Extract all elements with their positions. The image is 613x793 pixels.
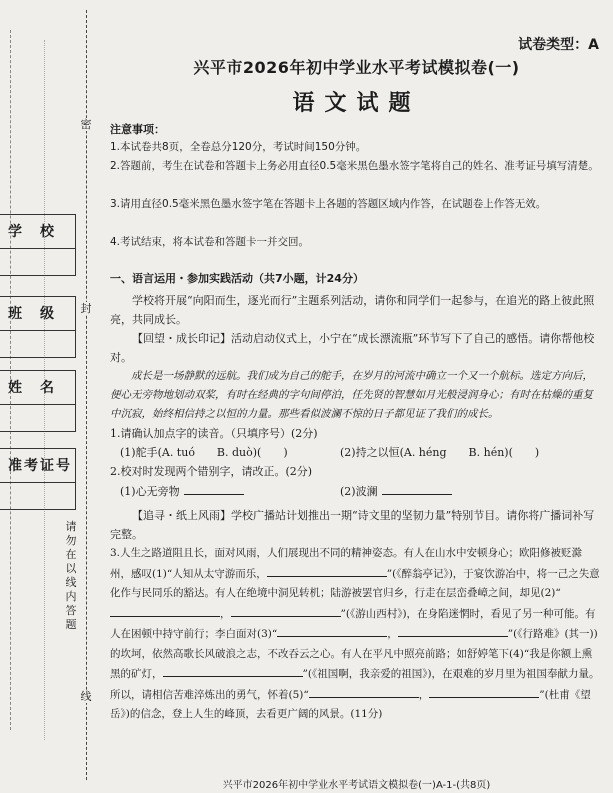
section-intro: 学校将开展“向阳而生，逐光而行”主题系列活动，请你和同学们一起参与，在追光的路上彼此照亮，共同成长。 bbox=[110, 294, 595, 326]
exam-id-label: 准考证号 bbox=[8, 458, 72, 474]
answer-blank-3-2b[interactable] bbox=[231, 604, 341, 617]
question-3-line3b: ”(《行路难》(其一))的坎坷，依然高歌长风破浪之志，不改吞云之心。有人在平凡中照亮前路；如舒婷笔下(4)“我是你额上熏黑的矿灯， bbox=[110, 628, 598, 680]
margin-warning: 请勿在以线内答题 bbox=[65, 520, 77, 631]
exam-id-field[interactable] bbox=[0, 482, 75, 509]
exam-title: 兴平市2026年初中学业水平考试模拟卷(一) bbox=[193, 58, 520, 77]
answer-blank-3-3b[interactable] bbox=[398, 624, 508, 637]
growth-passage: 成长是一场静默的远航。我们成为自己的舵手，在岁月的河流中确立一个又一个航标。选定方向后，便心无旁物地划动双桨，有时在经典的字句间停泊，任先贤的智慧如月光般浸润身心；有时在枯燥的重复中沉寂，始终相信持之以恒的力量。那些看似波澜不惊的日子都见证了我们的成长。 bbox=[110, 370, 593, 420]
answer-blank-3-3a[interactable] bbox=[277, 624, 387, 637]
notice-item-1: 1.本试卷共8页，全卷总分120分，考试时间150分钟。 bbox=[110, 141, 367, 153]
question-3-line5b: ”(杜甫《望岳》)的信念，登上人生的峰顶，去看更广阔的风景。(11分) bbox=[110, 688, 591, 720]
question-1: 1.请确认加点字的读音。（只填序号）(2分) bbox=[110, 427, 318, 440]
notice-heading: 注意事项： bbox=[110, 123, 165, 136]
question-2a-text: (1)心无旁物 bbox=[120, 485, 180, 498]
question-3-line1: 3.人生之路道阻且长，面对风雨，人们展现出不同的精神姿态。有人在山水中安顿身心；欧阳修被贬滁州，感叹(1)“人知从太守游而乐， bbox=[110, 547, 583, 580]
school-field[interactable] bbox=[0, 248, 75, 275]
seal-char-feng: 封 bbox=[80, 302, 92, 315]
question-2: 2.校对时发现两个错别字，请改正。(2分) bbox=[110, 465, 313, 478]
answer-blank-2a[interactable] bbox=[184, 482, 244, 495]
school-label: 学 校 bbox=[8, 224, 56, 240]
subject-title: 语文试题 bbox=[292, 90, 421, 116]
binding-margin bbox=[0, 0, 92, 793]
question-2a bbox=[120, 482, 320, 501]
question-3-line2b: ”(《游山西村》)，在身陷迷惘时，看见了另一种可能。有人在困顿中持守前行；李白面对(3)“ bbox=[110, 607, 596, 640]
section-heading: 一、语言运用・参加实践活动（共7小题，计24分） bbox=[110, 272, 364, 285]
question-3: 3.人生之路道阻且长，面对风雨，人们展现出不同的精神姿态。有人在山水中安顿身心；欧阳修被贬滁州，感叹(1)“人知从太守游而乐， ”(《醉翁亭记》)，于宴饮游冶中，将一己之失意化作与民同乐的豁达。有人在绝境中洞见转机；陆游被罢官归乡，行走在层峦叠嶂之间，却见(2)“， ”(《游山西村》)，在身陷迷惘时，看见了另一种可能。有人在困顿中持守前行；李白面对(3)“ ， ”(《行路难》(其一))的坎坷，依然高歌长风破浪之志，不改吞云之心。有人在平凡中照亮前路；如舒婷笔下(4)“我是你额上熏黑的矿灯， ”(《祖国啊，我亲爱的祖国》)，在艰难的岁月里为祖国奉献力量。所以，请相信苦难淬炼出的勇气，怀着(5)“ ， ”(杜甫《望岳》)的信念，登上人生的峰顶，去看更广阔的风景。(11分) bbox=[110, 547, 600, 720]
seal-char-mi: 密 bbox=[80, 118, 92, 131]
notice-item-4: 4.考试结束，将本试卷和答题卡一并交回。 bbox=[110, 236, 310, 248]
answer-blank-3-5b[interactable] bbox=[429, 685, 539, 698]
question-1a: (1)舵手(A. tuó B. duò)( ) bbox=[120, 446, 288, 459]
part2-intro: 【追寻・纸上风雨】学校广播站计划推出一期“诗文里的坚韧力量”特别节目。请你将广播词补写完整。 bbox=[110, 509, 595, 541]
answer-blank-3-1[interactable] bbox=[267, 564, 387, 577]
seal-char-xian: 线 bbox=[80, 690, 92, 703]
question-2b bbox=[340, 482, 540, 501]
part1-intro: 【回望・成长印记】活动启动仪式上，小宁在“成长漂流瓶”环节写下了自己的感悟。请你帮他校对。 bbox=[110, 332, 595, 364]
answer-blank-2b[interactable] bbox=[382, 482, 452, 495]
class-label: 班 级 bbox=[8, 306, 56, 322]
exam-id-box[interactable] bbox=[0, 448, 76, 510]
class-field[interactable] bbox=[0, 330, 75, 357]
question-2b-text: (2)波澜 bbox=[340, 485, 378, 498]
name-label: 姓 名 bbox=[8, 380, 56, 396]
notice-item-2: 2.答题前，考生在试卷和答题卡上务必用直径0.5毫米黑色墨水签字笔将自己的姓名、准考证号填写清楚。 bbox=[110, 160, 599, 172]
question-1b: (2)持之以恒(A. héng B. hén)( ) bbox=[340, 446, 540, 459]
paper-type: 试卷类型：A bbox=[518, 37, 599, 53]
name-box[interactable] bbox=[0, 370, 76, 432]
question-3-line4b: ”(《祖国啊，我亲爱的祖国》)，在艰难的岁月里为祖国奉献力量。所以，请相信苦难淬炼出的勇气，怀着(5)“ bbox=[110, 668, 600, 701]
answer-blank-3-5a[interactable] bbox=[309, 685, 419, 698]
name-field[interactable] bbox=[0, 404, 75, 431]
question-3-line1b: ”(《醉翁亭记》)，于宴饮游冶中，将一己之失意化作与民同乐的豁达。有人在绝境中洞见转机；陆游被罢官归乡，行走在层峦叠嶂之间，却见(2)“ bbox=[110, 567, 600, 599]
class-box[interactable] bbox=[0, 296, 76, 358]
school-box[interactable] bbox=[0, 214, 76, 276]
answer-blank-3-4[interactable] bbox=[163, 664, 303, 677]
page-footer: 兴平市2026年初中学业水平考试语文模拟卷(一)A-1-(共8页) bbox=[222, 780, 491, 791]
answer-blank-3-2a[interactable] bbox=[110, 604, 220, 617]
notice-item-3: 3.请用直径0.5毫米黑色墨水签字笔在答题卡上各题的答题区域内作答，在试题卷上作答无效。 bbox=[110, 198, 547, 210]
